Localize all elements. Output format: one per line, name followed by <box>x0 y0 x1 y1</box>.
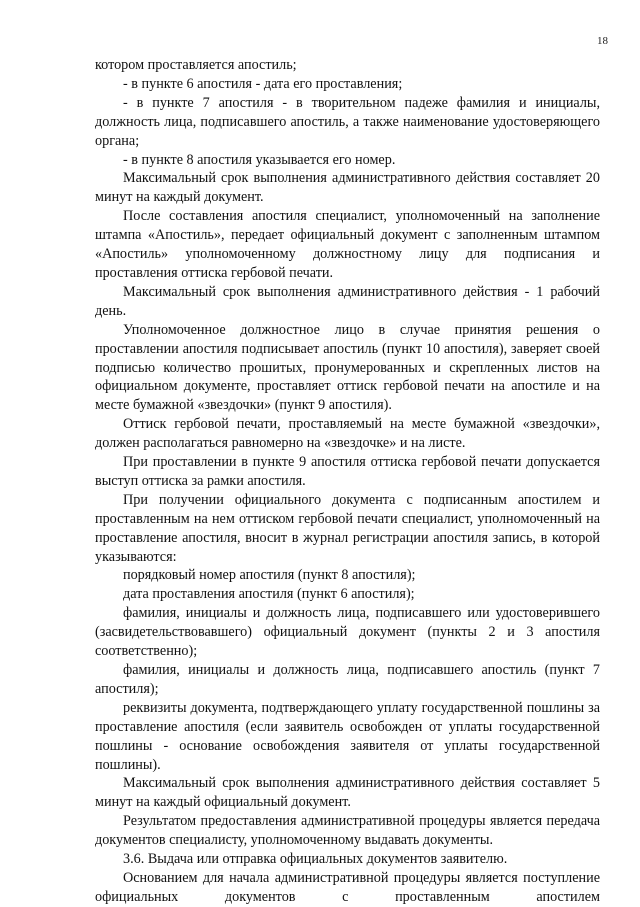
paragraph-p12: порядковый номер апостиля (пункт 8 апостиля); <box>123 567 416 584</box>
paragraph-p03: - в пункте 7 апостиля - в творительном падеже фамилия и инициалы, должность лица, подписавшего апостиль, а также наименование удостоверяющего органа; <box>95 94 600 149</box>
page-number: 18 <box>597 35 608 47</box>
paragraph-p17: Максимальный срок выполнения административного действия составляет 5 минут на каждый официальный документ. <box>95 775 600 811</box>
paragraph-p13: дата проставления апостиля (пункт 6 апостиля); <box>123 586 415 603</box>
paragraph-p14: фамилия, инициалы и должность лица, подписавшего или удостоверившего (засвидетельствовавшего) официальный документ (пункты 2 и 3 апостиля соответственно); <box>95 605 600 660</box>
paragraph-p04: - в пункте 8 апостиля указывается его номер. <box>123 151 396 168</box>
paragraph-p09: Оттиск гербовой печати, проставляемый на месте бумажной «звездочки», должен располагаться равномерно на «звездочке» и на листе. <box>95 416 600 452</box>
paragraph-p18: Результатом предоставления административной процедуры является передача документов специалисту, уполномоченному выдавать документы. <box>95 813 600 849</box>
document-body <box>95 56 600 907</box>
paragraph-p15: фамилия, инициалы и должность лица, подписавшего апостиль (пункт 7 апостиля); <box>95 662 600 697</box>
paragraph-p20: Основанием для начала административной процедуры является поступление официальных документов с проставленным апостилем <box>95 869 600 905</box>
paragraph-p11: При получении официального документа с подписанным апостилем и проставленным на нем оттиском гербовой печати специалист, уполномоченный на проставление апостиля, вносит в журнал регистрации апостиля запись, в которой указываются: <box>95 491 600 565</box>
paragraph-p16: реквизиты документа, подтверждающего уплату государственной пошлины за проставление апостиля (если заявитель освобожден от уплаты государственной пошлины - основание освобождения заявителя от уплаты государственной пошлины). <box>95 699 600 773</box>
paragraph-p02: - в пункте 6 апостиля - дата его проставления; <box>123 75 403 92</box>
paragraph-p01: котором проставляется апостиль; <box>95 57 297 73</box>
paragraph-p10: При проставлении в пункте 9 апостиля оттиска гербовой печати допускается выступ оттиска за рамки апостиля. <box>95 454 600 489</box>
paragraph-p19: 3.6. Выдача или отправка официальных документов заявителю. <box>123 851 508 868</box>
paragraph-p07: Максимальный срок выполнения административного действия - 1 рабочий день. <box>95 283 600 319</box>
paragraph-p05: Максимальный срок выполнения административного действия составляет 20 минут на каждый документ. <box>95 170 600 206</box>
paragraph-p06: После составления апостиля специалист, уполномоченный на заполнение штампа «Апостиль», передает официальный документ с заполненным штампом «Апостиль» уполномоченному должностному лицу для подписания и проставления оттиска гербовой печати. <box>95 208 600 281</box>
paragraph-p08: Уполномоченное должностное лицо в случае принятия решения о проставлении апостиля подписывает апостиль (пункт 10 апостиля), заверяет своей подписью количество прошитых, пронумерованных и скрепленных листов на официальном документе, проставляет оттиск гербовой печати на апостиле и на месте бумажной «звездочки» (пункт 9 апостиля). <box>95 321 600 414</box>
